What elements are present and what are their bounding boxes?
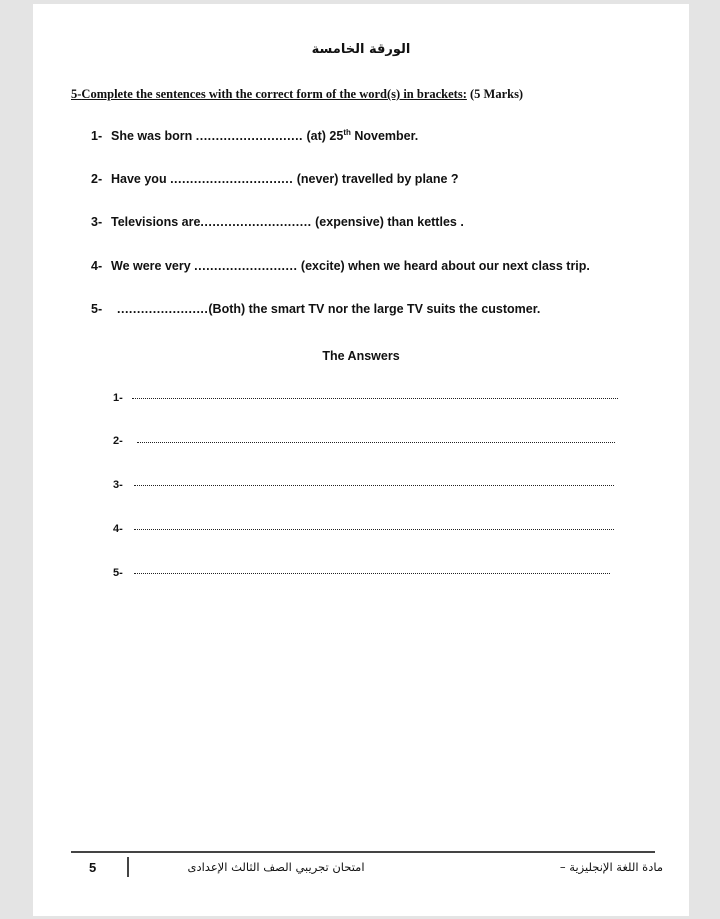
answer-line-2[interactable] xyxy=(137,442,615,443)
blank-dots: ............................ xyxy=(200,215,312,229)
answer-label-3: 3- xyxy=(113,479,123,491)
footer-exam-title: امتحان تجريبي الصف الثالث الإعدادى xyxy=(187,860,365,874)
answer-label-5: 5- xyxy=(113,567,123,579)
question-title xyxy=(71,87,523,102)
worksheet-page xyxy=(33,4,689,916)
blank-dots: ....................... xyxy=(117,302,209,316)
sentence-item-3: 3- Televisions are............................ (expensive) than kettles . xyxy=(91,215,464,229)
answer-line-3[interactable] xyxy=(134,485,614,486)
answer-label-1: 1- xyxy=(113,392,123,404)
question-marks: (5 Marks) xyxy=(469,87,524,101)
page-number: 5 xyxy=(89,860,97,875)
footer-separator xyxy=(127,857,129,877)
blank-dots: ........................... xyxy=(195,129,304,144)
sentence-item-2: 2- Have you ............................... (never) travelled by plane ? xyxy=(91,172,459,186)
answer-label-2: 2- xyxy=(113,435,123,447)
answers-title: The Answers xyxy=(322,349,400,363)
question-number: 5- xyxy=(71,87,82,101)
answer-line-4[interactable] xyxy=(134,529,614,530)
answer-line-1[interactable] xyxy=(132,398,618,399)
page-heading: الورقة الخامسة xyxy=(311,42,411,57)
blank-dots: .......................... xyxy=(194,259,298,273)
footer-divider xyxy=(71,851,655,853)
answer-label-4: 4- xyxy=(113,523,123,535)
question-instruction: Complete the sentences with the correct form of the word(s) in brackets: xyxy=(81,87,467,101)
sentence-item-5: 5- .......................(Both) the smart TV nor the large TV suits the customer. xyxy=(91,302,541,316)
answer-line-5[interactable] xyxy=(134,573,610,574)
footer-subject: مادة اللغة الإنجليزية – xyxy=(559,860,663,874)
sentence-item-4: 4- We were very .......................... (excite) when we heard about our next class trip. xyxy=(91,259,590,273)
sentence-item-1: 1- She was born ........................... (at) 25th November. xyxy=(91,128,419,144)
blank-dots: ............................... xyxy=(170,172,294,186)
